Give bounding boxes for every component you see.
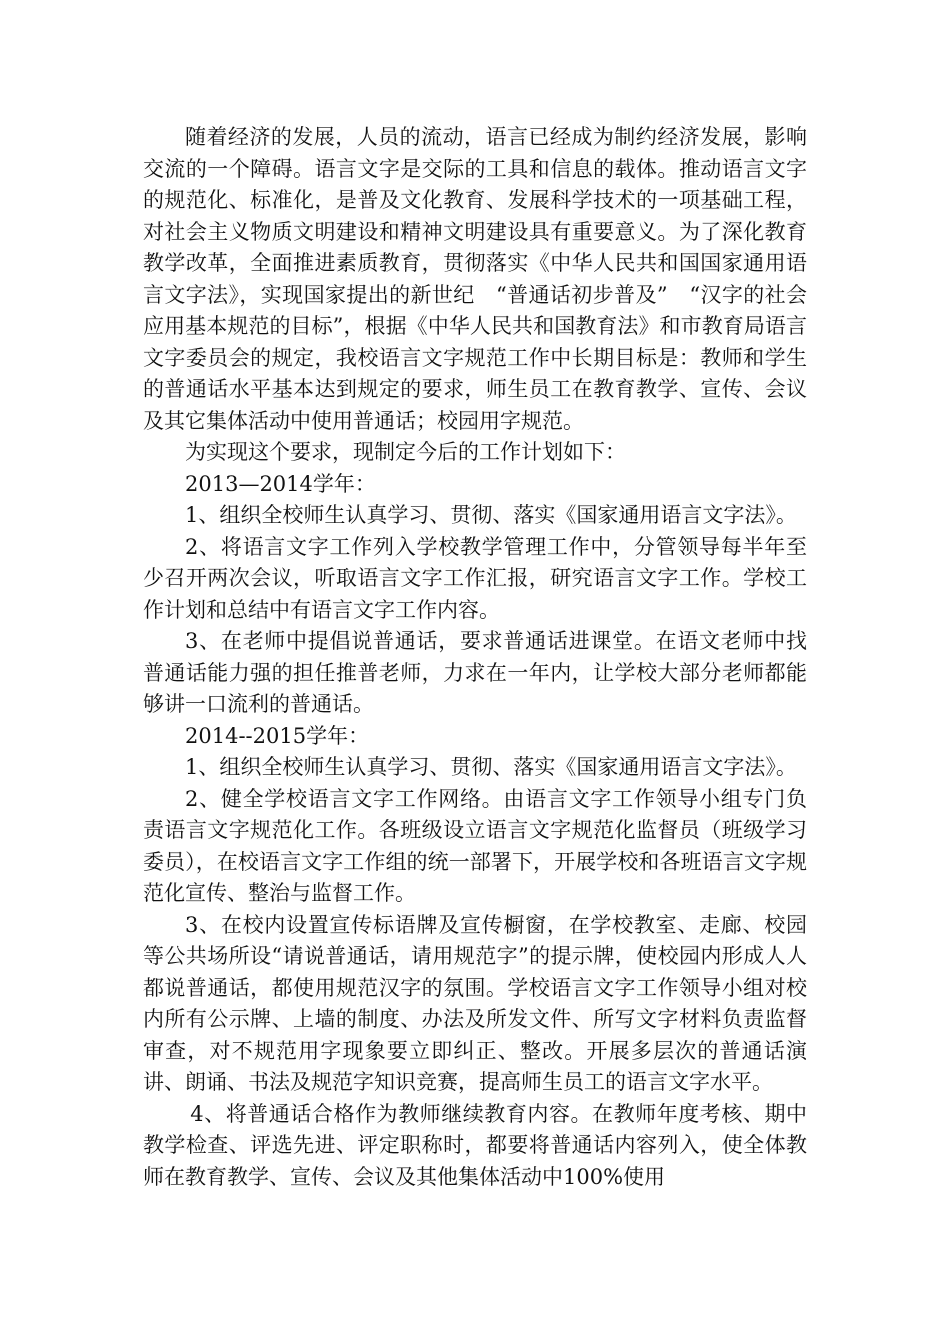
paragraph-intro: 随着经济的发展，人员的流动，语言已经成为制约经济发展，影响交流的一个障碍。语言文字是交际的工具和信息的载体。推动语言文字的规范化、标准化，是普及文化教育、发展科学技术的一项基础工程，对社会主义物质文明建设和精神文明建设具有重要意义。为了深化教育教学改革，全面推进素质教育，贯彻落实《中华人民共和国国家通用语言文字法》，实现国家提出的新世纪 “普通话初步普及” “汉字的社会应用基本规范的目标”，根据《中华人民共和国教育法》和市教育局语言文字委员会的规定，我校语言文字规范工作中长期目标是：教师和学生的普通话水平基本达到规定的要求，师生员工在教育教学、宣传、会议及其它集体活动中使用普通话；校园用字规范。 bbox=[143, 125, 807, 433]
paragraph-2014-item-1: 1、组织全校师生认真学习、贯彻、落实《国家通用语言文字法》。 bbox=[185, 755, 797, 779]
paragraph-2013-item-2: 2、将语言文字工作列入学校教学管理工作中，分管领导每半年至少召开两次会议，听取语言文字工作汇报，研究语言文字工作。学校工作计划和总结中有语言文字工作内容。 bbox=[143, 534, 807, 622]
document-body bbox=[143, 122, 807, 1193]
paragraph-2013-item-1: 1、组织全校师生认真学习、贯彻、落实《国家通用语言文字法》。 bbox=[185, 503, 797, 527]
paragraph-2014-item-4: 4、将普通话合格作为教师继续教育内容。在教师年度考核、期中教学检查、评选先进、评定职称时，都要将普通话内容列入，使全体教师在教育教学、宣传、会议及其他集体活动中100%使用 bbox=[143, 1101, 807, 1189]
paragraph-2013-item-3: 3、在老师中提倡说普通话，要求普通话进课堂。在语文老师中找普通话能力强的担任推普老师，力求在一年内，让学校大部分老师都能够讲一口流利的普通话。 bbox=[143, 629, 807, 716]
paragraph-2014-item-2: 2、健全学校语言文字工作网络。由语言文字工作领导小组专门负责语言文字规范化工作。各班级设立语言文字规范化监督员（班级学习委员），在校语言文字工作组的统一部署下，开展学校和各班语言文字规范化宣传、整治与监督工作。 bbox=[143, 786, 807, 905]
paragraph-2014-item-3: 3、在校内设置宣传标语牌及宣传橱窗，在学校教室、走廊、校园等公共场所设“请说普通话，请用规范字”的提示牌，使校园内形成人人都说普通话，都使用规范汉字的氛围。学校语言文字工作领导小组对校内所有公示牌、上墙的制度、办法及所发文件、所写文字材料负责监督审查，对不规范用字现象要立即纠正、整改。开展多层次的普通话演讲、朗诵、书法及规范字知识竞赛，提高师生员工的语言文字水平。 bbox=[143, 912, 807, 1094]
heading-year-2013-2014: 2013—2014学年： bbox=[185, 471, 376, 496]
heading-year-2014-2015: 2014--2015学年： bbox=[185, 723, 370, 748]
paragraph-plan-intro: 为实现这个要求，现制定今后的工作计划如下： bbox=[185, 440, 626, 464]
